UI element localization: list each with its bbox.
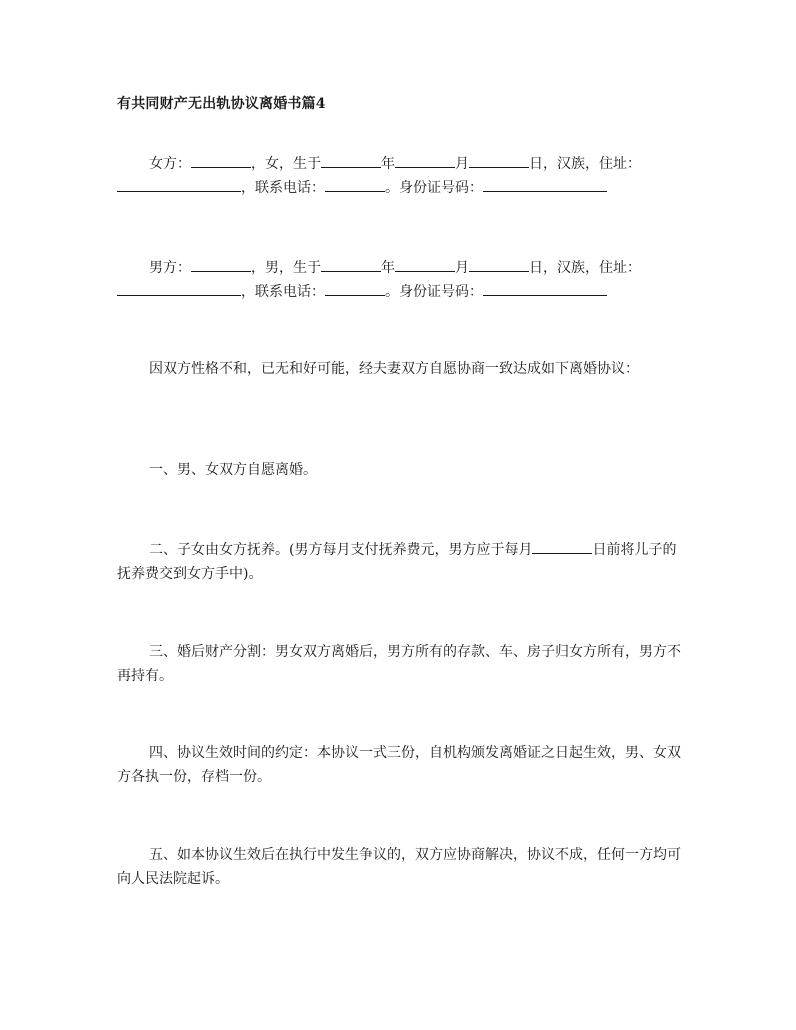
female-birth-month-blank	[395, 153, 455, 168]
male-birth-month-blank	[395, 257, 455, 272]
female-year-text: 年	[381, 156, 395, 172]
clause-4: 四、协议生效时间的约定：本协议一式三份，自机构颁发离婚证之日起生效，男、女双方各执一份，存档一份。	[117, 745, 681, 785]
male-birth-day-blank	[469, 257, 529, 272]
clause-1: 一、男、女双方自愿离婚。	[149, 462, 317, 478]
male-phone-blank	[325, 281, 385, 296]
male-phone-label: ，联系电话：	[241, 284, 325, 300]
male-address-label: 日，汉族，住址：	[529, 260, 641, 276]
female-party-paragraph	[117, 152, 687, 200]
female-gender-text: ，女，生于	[251, 156, 321, 172]
male-year-text: 年	[381, 260, 395, 276]
document-title: 有共同财产无出轨协议离婚书篇4	[117, 96, 326, 112]
male-id-blank	[483, 281, 607, 296]
female-name-blank	[191, 153, 251, 168]
female-id-label: 。身份证号码：	[385, 180, 483, 196]
female-birth-year-blank	[321, 153, 381, 168]
clause-3: 三、婚后财产分割：男女双方离婚后，男方所有的存款、车、房子归女方所有，男方不再持有。	[117, 644, 681, 684]
female-birth-day-blank	[469, 153, 529, 168]
female-id-blank	[483, 177, 607, 192]
male-id-label: 。身份证号码：	[385, 284, 483, 300]
male-label: 男方：	[149, 260, 191, 276]
male-party-paragraph	[117, 256, 687, 304]
female-phone-label: ，联系电话：	[241, 180, 325, 196]
female-phone-blank	[325, 177, 385, 192]
intro-paragraph: 因双方性格不和，已无和好可能，经夫妻双方自愿协商一致达成如下离婚协议：	[149, 361, 639, 377]
female-address-label: 日，汉族，住址：	[529, 156, 641, 172]
clause-2	[117, 538, 687, 586]
male-name-blank	[191, 257, 251, 272]
clause-2-text-before: 二、子女由女方抚养。(男方每月支付抚养费元，男方应于每月	[149, 542, 533, 558]
male-month-text: 月	[455, 260, 469, 276]
male-address-blank	[117, 281, 241, 296]
clause-5: 五、如本协议生效后在执行中发生争议的，双方应协商解决，协议不成，任何一方均可向人民法院起诉。	[117, 847, 681, 887]
male-birth-year-blank	[321, 257, 381, 272]
male-gender-text: ，男，生于	[251, 260, 321, 276]
clause-2-text-after: 日前将儿子的抚养费交到女方手中)。	[117, 542, 677, 582]
female-label: 女方：	[149, 156, 191, 172]
female-address-blank	[117, 177, 241, 192]
payment-day-blank	[532, 539, 592, 554]
female-month-text: 月	[455, 156, 469, 172]
